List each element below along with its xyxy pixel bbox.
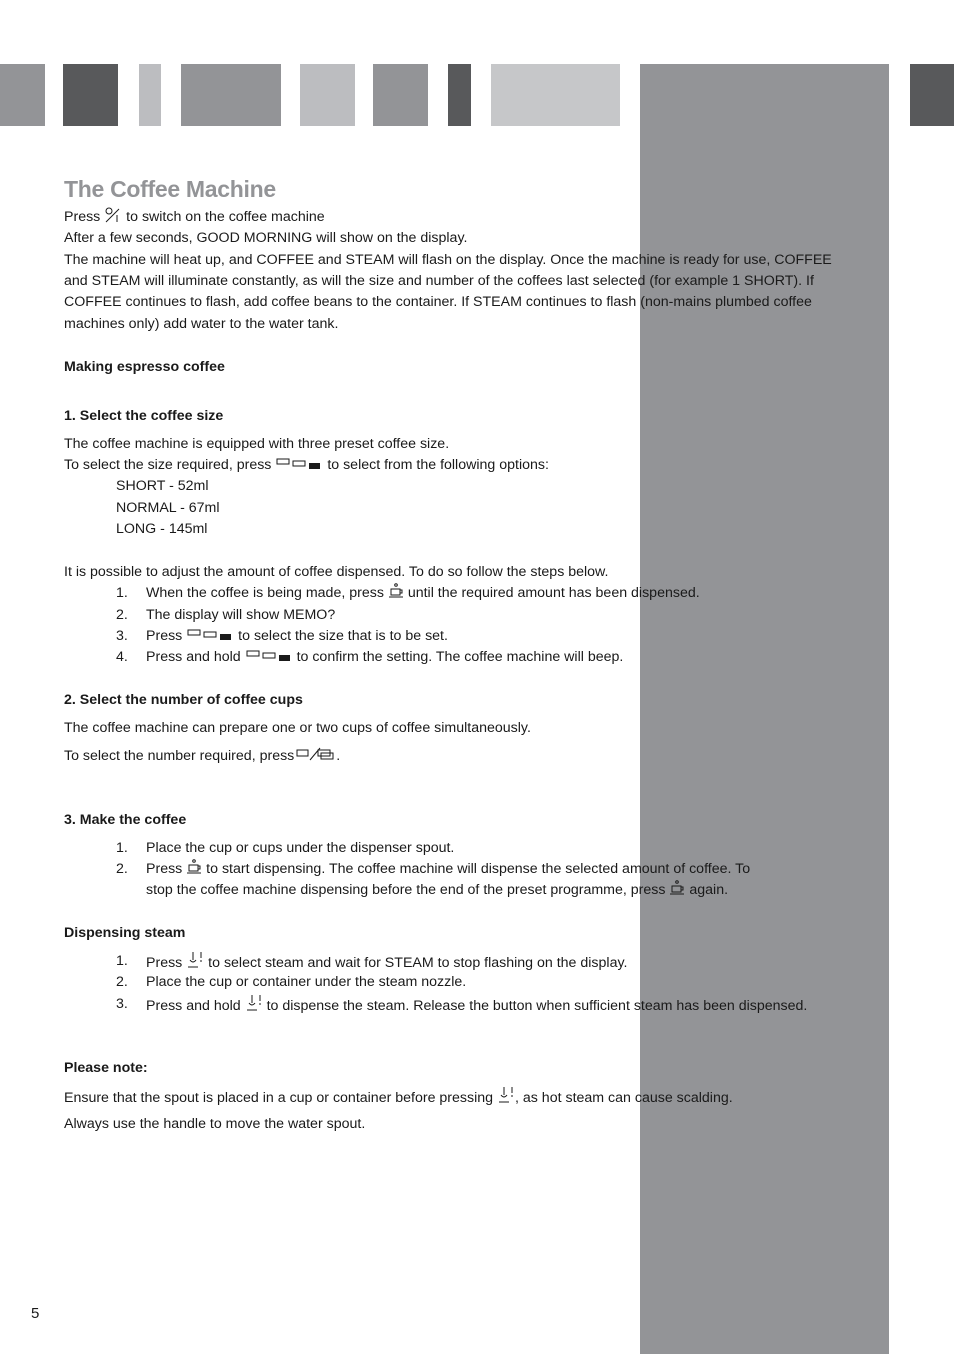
list-item-text: stop the coffee machine dispensing before the end of the preset programme, press again. bbox=[146, 882, 729, 898]
list-item-text: Press to start dispensing. The coffee machine will dispense the selected amount of coffee. To bbox=[146, 861, 751, 877]
list-item: 4. bbox=[116, 649, 128, 665]
header-block-1 bbox=[0, 64, 45, 126]
steam-icon bbox=[245, 994, 263, 1012]
section-heading: Making espresso coffee bbox=[64, 359, 225, 375]
cup-size-icon bbox=[245, 649, 293, 663]
intro-line: and STEAM will illuminate constantly, as will the size and number of the coffees last selected (for example 1 SHORT). If bbox=[64, 273, 814, 289]
list-item-text: Press and hold to confirm the setting. The coffee machine will beep. bbox=[146, 649, 624, 665]
list-item: 1. bbox=[116, 585, 128, 601]
page-title: The Coffee Machine bbox=[64, 176, 276, 202]
paragraph: Ensure that the spout is placed in a cup or container before pressing , as hot steam can cause scalding. bbox=[64, 1086, 733, 1109]
list-item-text: Press to select steam and wait for STEAM to stop flashing on the display. bbox=[146, 951, 627, 974]
intro-line-power: Press to switch on the coffee machine bbox=[64, 209, 325, 225]
note-heading: Please note: bbox=[64, 1060, 148, 1076]
list-item: 2. bbox=[116, 974, 128, 990]
header-block-2 bbox=[63, 64, 118, 126]
header-block-4 bbox=[181, 64, 281, 126]
cup-size-icon bbox=[186, 628, 234, 642]
step-heading: 3. Make the coffee bbox=[64, 812, 187, 828]
coffee-cup-icon bbox=[186, 859, 202, 875]
paragraph: The coffee machine is equipped with three preset coffee size. bbox=[64, 436, 450, 452]
header-block-5 bbox=[300, 64, 355, 126]
list-item-text: Press and hold to dispense the steam. Release the button when sufficient steam has been dispensed. bbox=[146, 994, 807, 1017]
list-item-text: When the coffee is being made, press until the required amount has been dispensed. bbox=[146, 585, 700, 601]
list-item-text: The display will show MEMO? bbox=[146, 607, 336, 623]
intro-line: After a few seconds, GOOD MORNING will show on the display. bbox=[64, 230, 468, 246]
size-option: LONG - 145ml bbox=[116, 521, 208, 537]
list-item: 1. bbox=[116, 953, 128, 969]
list-item: 3. bbox=[116, 628, 128, 644]
header-block-3 bbox=[139, 64, 161, 126]
section-heading: Dispensing steam bbox=[64, 925, 186, 941]
list-item: 2. bbox=[116, 607, 128, 623]
header-block-7 bbox=[448, 64, 471, 126]
header-block-8 bbox=[491, 64, 620, 126]
size-option: NORMAL - 67ml bbox=[116, 500, 220, 516]
list-item: 1. bbox=[116, 840, 128, 856]
coffee-cup-icon bbox=[669, 880, 685, 896]
size-option: SHORT - 52ml bbox=[116, 478, 209, 494]
step-heading: 1. Select the coffee size bbox=[64, 408, 224, 424]
steam-icon bbox=[186, 951, 204, 969]
intro-line: COFFEE continues to flash, add coffee beans to the container. If STEAM continues to flash (non-mains plumbed coffee bbox=[64, 294, 812, 310]
paragraph: The coffee machine can prepare one or two cups of coffee simultaneously. bbox=[64, 720, 531, 736]
steam-icon bbox=[497, 1086, 515, 1104]
step-heading: 2. Select the number of coffee cups bbox=[64, 692, 303, 708]
cup-size-icon bbox=[275, 457, 323, 471]
header-block-6 bbox=[373, 64, 428, 126]
header-block-9 bbox=[910, 64, 954, 126]
list-item-text: Press to select the size that is to be set. bbox=[146, 628, 448, 644]
page-number: 5 bbox=[31, 1305, 40, 1322]
paragraph: Always use the handle to move the water spout. bbox=[64, 1116, 366, 1132]
intro-line: machines only) add water to the water tank. bbox=[64, 316, 339, 332]
paragraph: It is possible to adjust the amount of coffee dispensed. To do so follow the steps below. bbox=[64, 564, 609, 580]
cup-count-icon bbox=[294, 746, 336, 762]
list-item: 2. bbox=[116, 861, 128, 877]
paragraph: To select the number required, press . bbox=[64, 748, 341, 764]
list-item: 3. bbox=[116, 996, 128, 1012]
intro-line: The machine will heat up, and COFFEE and STEAM will flash on the display. Once the machine is ready for use, COFFEE bbox=[64, 252, 832, 268]
list-item-text: Place the cup or cups under the dispenser spout. bbox=[146, 840, 455, 856]
power-icon bbox=[104, 207, 122, 223]
paragraph: To select the size required, press to select from the following options: bbox=[64, 457, 549, 473]
list-item-text: Place the cup or container under the steam nozzle. bbox=[146, 974, 467, 990]
coffee-cup-icon bbox=[388, 583, 404, 599]
